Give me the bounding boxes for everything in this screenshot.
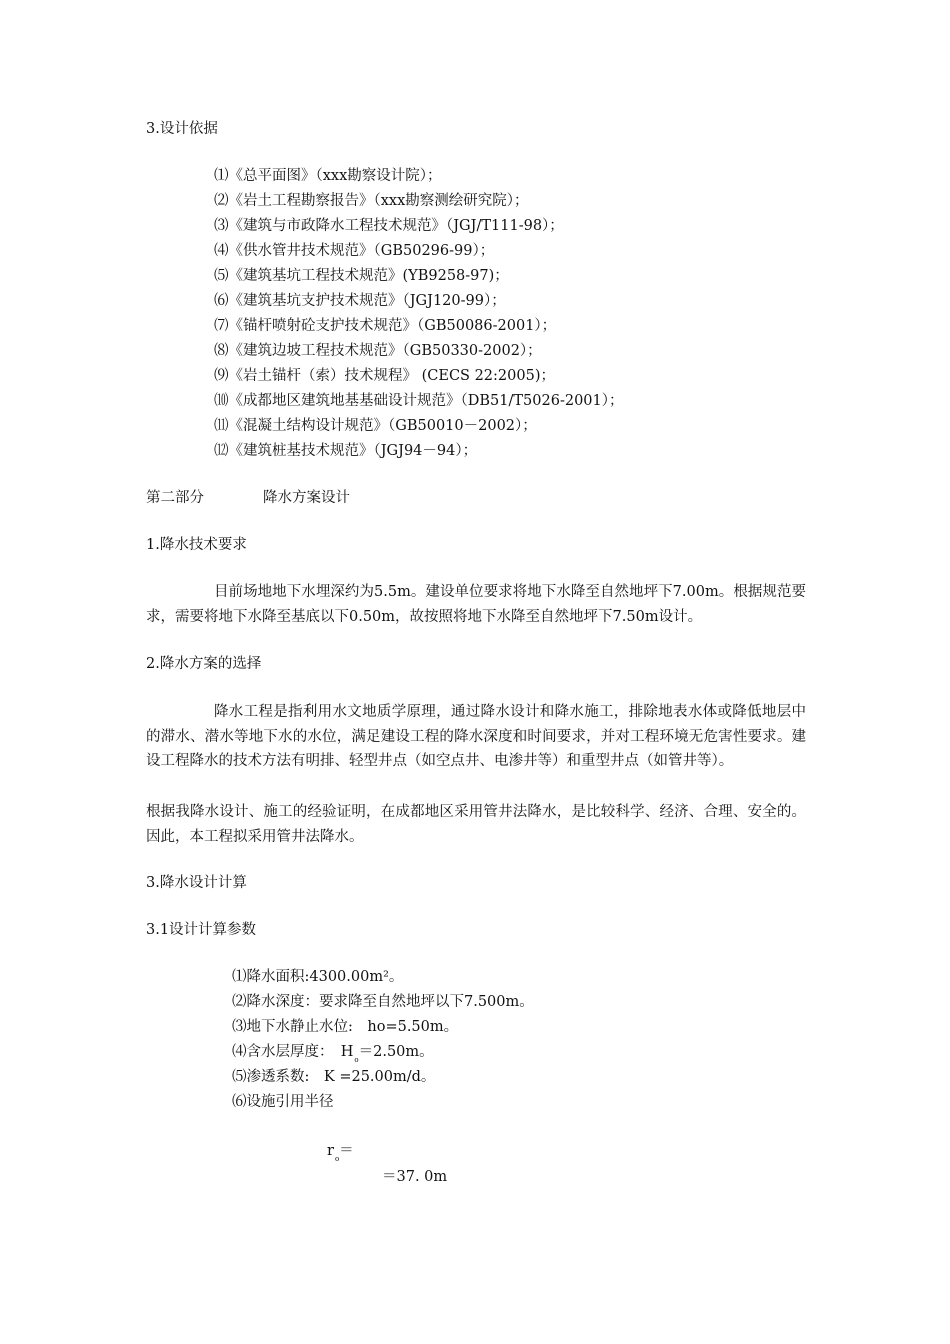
section-heading: 1.降水技术要求 <box>146 537 247 553</box>
formula-equals: ＝ <box>339 1143 354 1159</box>
paragraph: 根据我降水设计、施工的经验证明，在成都地区采用管井法降水，是比较科学、经济、合理、安全的。因此，本工程拟采用管井法降水。 <box>146 804 806 845</box>
reference-item: ⑺《锚杆喷射砼支护技术规范》（GB50086-2001）； <box>214 318 557 334</box>
reference-item: ⑴《总平面图》（xxx勘察设计院）； <box>214 168 442 184</box>
reference-item: ⑽《成都地区建筑地基基础设计规范》（DB51/T5026-2001）； <box>214 393 624 409</box>
section-heading: 2.降水方案的选择 <box>146 656 262 672</box>
reference-item: ⑼《岩土锚杆（索）技术规程》 (CECS 22:2005)； <box>214 368 555 384</box>
parameter-text: ⑷含水层厚度： H <box>232 1044 354 1060</box>
reference-item: ⑸《建筑基坑工程技术规范》(YB9258-97)； <box>214 268 509 284</box>
parameter-item: ⑴降水面积:4300.00m²。 <box>232 969 404 985</box>
reference-item: ⑷《供水管井技术规范》（GB50296-99）； <box>214 243 495 259</box>
section-heading: 3.降水设计计算 <box>146 875 247 891</box>
formula-result: ＝37. 0m <box>382 1169 448 1185</box>
reference-item: ⑾《混凝土结构设计规范》（GB50010－2002）； <box>214 418 537 434</box>
reference-item: ⑿《建筑桩基技术规范》（JGJ94－94）； <box>214 443 478 459</box>
paragraph: 目前场地地下水埋深约为5.5m。建设单位要求将地下水降至自然地坪下7.00m。根据规范要求，需要将地下水降至基底以下0.50m，故按照将地下水降至自然地坪下7.50m设计。 <box>146 584 806 625</box>
design-basis-heading: 3.设计依据 <box>146 121 218 137</box>
sub-heading: 3.1设计计算参数 <box>146 922 257 938</box>
reference-item: ⑵《岩土工程勘察报告》（xxx勘察测绘研究院）； <box>214 193 529 209</box>
parameter-item: ⑸渗透系数: K =25.00m/d。 <box>232 1069 436 1085</box>
parameter-item: ⑹设施引用半径 <box>232 1094 334 1110</box>
parameter-text: ＝2.50m。 <box>358 1044 434 1060</box>
paragraph: 降水工程是指利用水文地质学原理，通过降水设计和降水施工，排除地表水体或降低地层中的滞水、潜水等地下水的水位，满足建设工程的降水深度和时间要求，并对工程环境无危害性要求。建设工程降水的技术方法有明排、轻型井点（如空点井、电渗井等）和重型井点（如管井等）。 <box>146 704 806 769</box>
parameter-item: ⑶地下水静止水位: ho=5.50m。 <box>232 1019 459 1035</box>
reference-item: ⑶《建筑与市政降水工程技术规范》（JGJ/T111-98）； <box>214 218 564 234</box>
reference-item: ⑹《建筑基坑支护技术规范》（JGJ120-99）； <box>214 293 506 309</box>
reference-item: ⑻《建筑边坡工程技术规范》（GB50330-2002）； <box>214 343 542 359</box>
subscript: o <box>354 1056 359 1064</box>
part-title: 降水方案设计 <box>263 490 350 506</box>
formula-symbol: r <box>327 1143 334 1159</box>
part-label: 第二部分 <box>146 490 204 506</box>
subscript: o <box>334 1155 340 1163</box>
parameter-item: ⑵降水深度：要求降至自然地坪以下7.500m。 <box>232 994 534 1010</box>
formula-lhs <box>327 1141 354 1169</box>
parameter-item <box>232 1042 434 1070</box>
